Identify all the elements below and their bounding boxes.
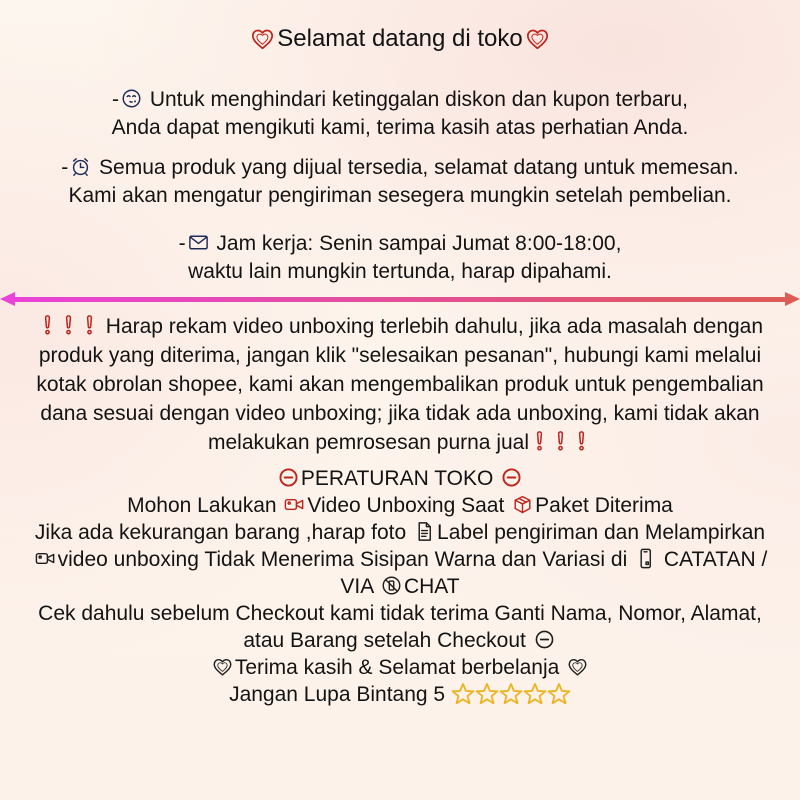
video-camera-icon — [34, 547, 57, 570]
store-rules-section-text: Cek dahulu sebelum Checkout kami tidak terima Ganti Nama, Nomor, Alamat, — [38, 602, 762, 625]
store-rules-section-text: Label pengiriman dan Melampirkan — [437, 521, 766, 544]
exclamation-icon — [83, 314, 96, 336]
unboxing-warning-paragraph-line — [0, 428, 800, 457]
exclamation-icon — [62, 314, 75, 336]
minus-circle-icon — [533, 628, 556, 651]
stock-info-paragraph — [0, 154, 800, 210]
heart-dark-icon — [211, 655, 234, 678]
store-rules-section-line — [0, 573, 800, 600]
working-hours-paragraph-text: - — [178, 232, 186, 255]
shop-welcome-title-text: Selamat datang di toko — [277, 25, 523, 52]
shop-welcome-title — [0, 24, 800, 54]
follow-info-paragraph-line — [0, 114, 800, 142]
unboxing-warning-paragraph-text: dana sesuai dengan video unboxing; jika tidak ada unboxing, kami tidak akan — [40, 402, 760, 425]
follow-info-paragraph-text: Untuk menghindari ketinggalan diskon dan kupon terbaru, — [143, 88, 689, 111]
follow-info-paragraph-line — [0, 86, 800, 114]
store-rules-section-text: PERATURAN TOKO — [300, 467, 500, 490]
store-rules-section-text: Paket Diterima — [535, 494, 673, 517]
store-rules-section-text: atau Barang setelah Checkout — [243, 629, 532, 652]
section-divider-bar — [15, 297, 785, 302]
follow-info-paragraph-text: Anda dapat mengikuti kami, terima kasih atas perhatian Anda. — [111, 116, 689, 139]
section-divider-arrow-right — [785, 292, 800, 306]
store-rules-section-line — [0, 654, 800, 681]
store-rules-section-text: CHAT — [403, 575, 460, 598]
unboxing-warning-paragraph-line — [0, 312, 800, 341]
unboxing-warning-paragraph-text: Harap rekam video unboxing terlebih dahulu, jika ada masalah dengan — [99, 315, 764, 338]
unboxing-warning-paragraph-line — [0, 399, 800, 428]
stock-info-paragraph-line — [0, 182, 800, 210]
no-phone-icon — [380, 574, 403, 597]
unboxing-warning-paragraph-text: melakukan pemrosesan purna jual — [207, 431, 530, 454]
stock-info-paragraph-line — [0, 154, 800, 182]
star-icon — [474, 681, 500, 707]
store-rules-section-text: Terima kasih & Selamat berbelanja — [234, 656, 566, 679]
section-divider-arrow-left — [0, 292, 15, 306]
store-rules-section-line — [0, 492, 800, 519]
heart-dark-icon — [566, 655, 589, 678]
store-rules-section-line — [0, 627, 800, 654]
exclamation-icon — [41, 314, 54, 336]
shop-welcome-title-line — [0, 24, 800, 54]
unboxing-warning-paragraph-text: produk yang diterima, jangan klik "selesaikan pesanan", hubungi kami melalui — [38, 344, 762, 367]
store-rules-section-line — [0, 681, 800, 708]
follow-info-paragraph — [0, 86, 800, 142]
envelope-icon — [187, 231, 210, 254]
working-hours-paragraph-line — [0, 230, 800, 258]
unboxing-warning-paragraph-line — [0, 370, 800, 399]
store-rules-section-text: VIA — [340, 575, 379, 598]
store-rules-section-line — [0, 546, 800, 573]
working-hours-paragraph-text: Jam kerja: Senin sampai Jumat 8:00-18:00, — [210, 232, 622, 255]
unboxing-warning-paragraph-line — [0, 341, 800, 370]
star-icon — [546, 681, 572, 707]
store-rules-section-text: video unboxing Tidak Menerima Sisipan Warna dan Variasi di — [57, 548, 634, 571]
star-icon — [450, 681, 476, 707]
heart-red-icon — [524, 25, 551, 52]
package-icon — [511, 493, 534, 516]
working-hours-paragraph-text: waktu lain mungkin tertunda, harap dipahami. — [188, 260, 612, 283]
store-rules-section-line — [0, 519, 800, 546]
store-rules-section-text: CATATAN / — [658, 548, 768, 571]
unboxing-warning-paragraph-text: kotak obrolan shopee, kami akan mengembalikan produk untuk pengembalian — [36, 373, 764, 396]
no-entry-icon — [277, 466, 300, 489]
exclamation-icon — [533, 430, 546, 452]
phone-icon — [634, 547, 657, 570]
working-hours-paragraph — [0, 230, 800, 286]
exclamation-icon — [575, 430, 588, 452]
kiss-face-icon — [120, 87, 143, 110]
store-rules-section-text: Jangan Lupa Bintang 5 — [229, 683, 451, 706]
store-rules-section-text: Video Unboxing Saat — [307, 494, 511, 517]
star-icon — [522, 681, 548, 707]
document-icon — [413, 520, 436, 543]
unboxing-warning-paragraph — [0, 312, 800, 457]
store-rules-section-text: Jika ada kekurangan barang ,harap foto — [34, 521, 413, 544]
stock-info-paragraph-text: Kami akan mengatur pengiriman sesegera mungkin setelah pembelian. — [68, 184, 732, 207]
star-icon — [498, 681, 524, 707]
section-divider — [0, 292, 800, 306]
video-camera-red-icon — [283, 493, 306, 516]
store-rules-section — [0, 465, 800, 708]
stock-info-paragraph-text: Semua produk yang dijual tersedia, selamat datang untuk memesan. — [93, 156, 739, 179]
store-rules-section-text: Mohon Lakukan — [127, 494, 283, 517]
store-rules-section-line — [0, 465, 800, 492]
alarm-clock-icon — [69, 155, 92, 178]
follow-info-paragraph-text: - — [111, 88, 119, 111]
stock-info-paragraph-text: - — [61, 156, 69, 179]
heart-red-icon — [249, 25, 276, 52]
exclamation-icon — [554, 430, 567, 452]
no-entry-icon — [500, 466, 523, 489]
working-hours-paragraph-line — [0, 258, 800, 286]
store-rules-section-line — [0, 600, 800, 627]
